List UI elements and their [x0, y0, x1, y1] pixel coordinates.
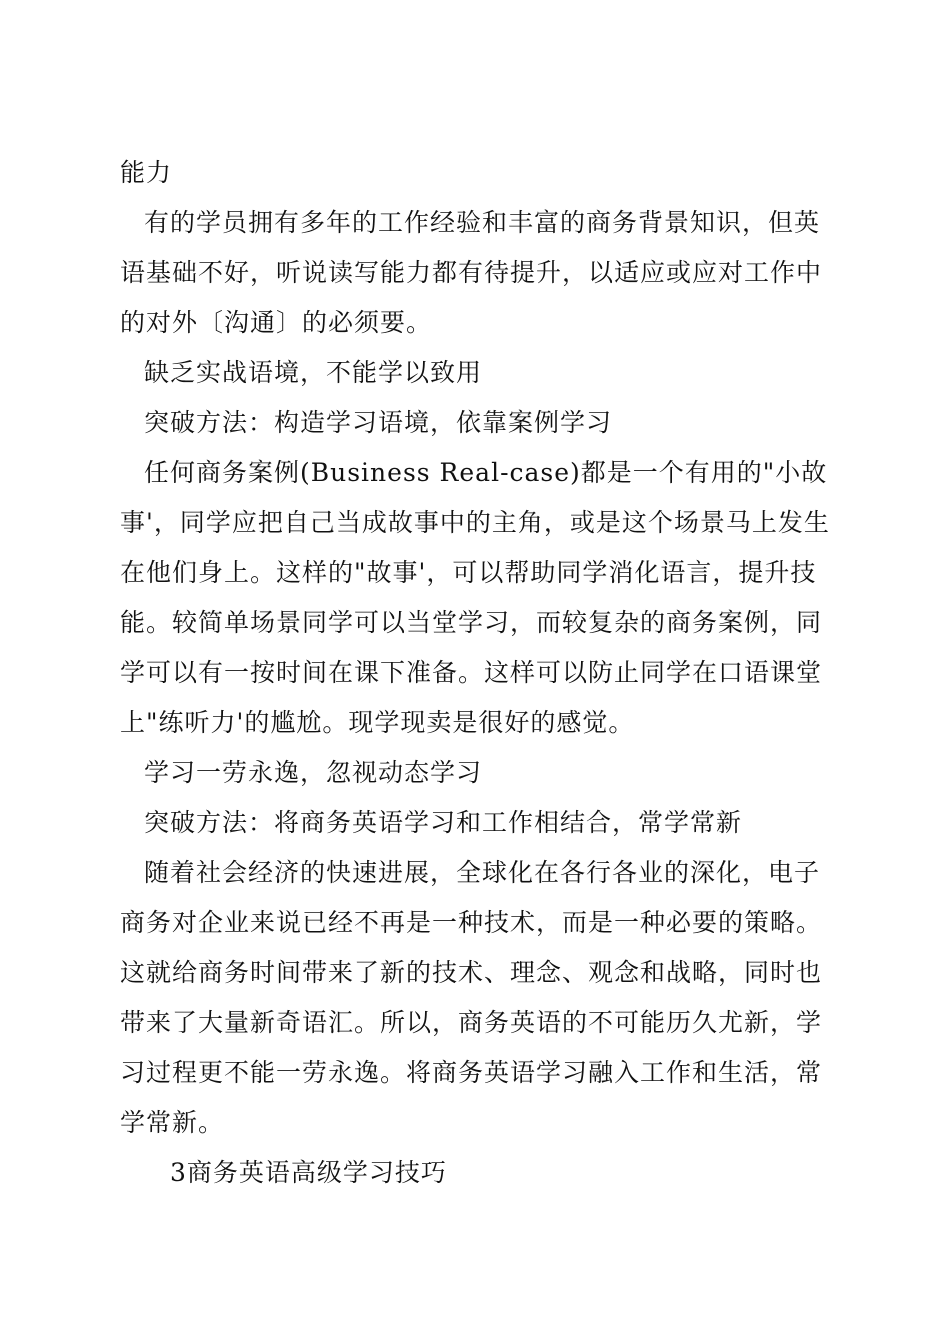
document-body	[120, 148, 838, 1198]
problem-heading-static-learning: 学习一劳永逸，忽视动态学习	[144, 758, 483, 787]
paragraph-learner-background: 有的学员拥有多年的工作经验和丰富的商务背景知识，但英语基础不好，听说读写能力都有待提升，以适应或应对工作中的对外〔沟通〕的必须要。	[120, 208, 823, 337]
problem-heading-no-context: 缺乏实战语境，不能学以致用	[144, 358, 483, 387]
paragraph-case-study: 任何商务案例(Business Real-case)都是一个有用的"小故事'，同学应把自己当成故事中的主角，或是这个场景马上发生在他们身上。这样的"故事'，可以帮助同学消化语言，提升技能。较简单场景同学可以当堂学习，而较复杂的商务案例，同学可以有一按时间在课下准备。这样可以防止同学在口语课堂上"练听力'的尴尬。现学现卖是很好的感觉。	[120, 458, 830, 737]
paragraph-economic-development: 随着社会经济的快速进展，全球化在各行各业的深化，电子商务对企业来说已经不再是一种技术，而是一种必要的策略。这就给商务时间带来了新的技术、理念、观念和战略，同时也带来了大量新奇语汇。所以，商务英语的不可能历久尤新，学习过程更不能一劳永逸。将商务英语学习融入工作和生活，常学常新。	[120, 858, 823, 1137]
solution-heading-case-study: 突破方法：构造学习语境，依靠案例学习	[144, 408, 613, 437]
section-heading-advanced-tips: 3商务英语高级学习技巧	[170, 1158, 447, 1187]
solution-heading-work-combination: 突破方法：将商务英语学习和工作相结合，常学常新	[144, 808, 743, 837]
paragraph-continuation: 能力	[120, 158, 173, 187]
